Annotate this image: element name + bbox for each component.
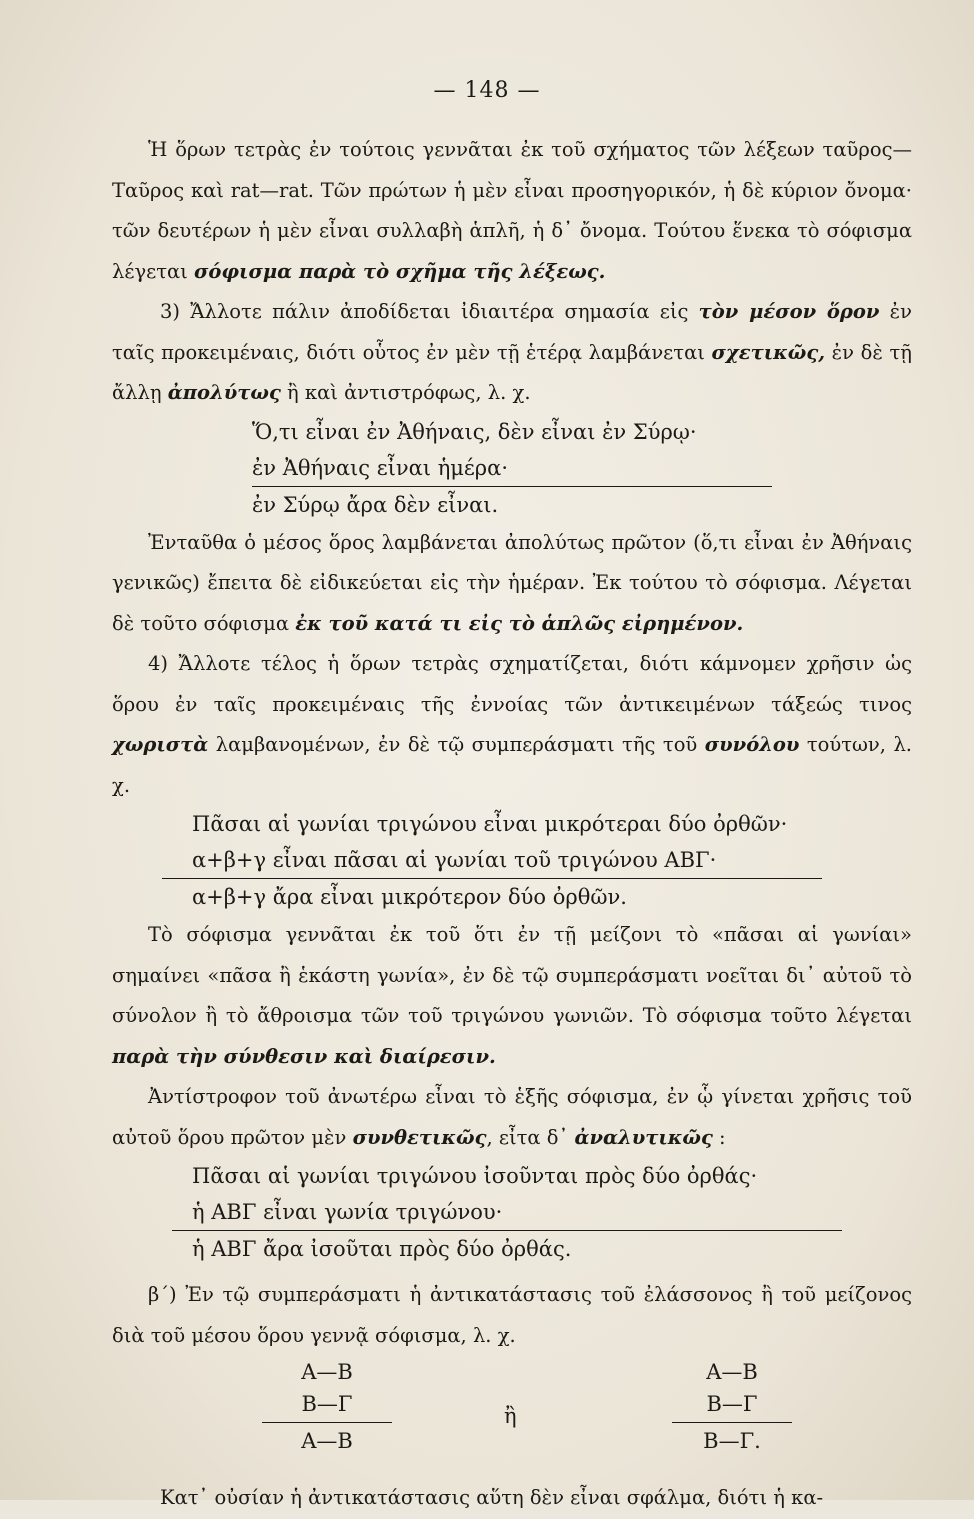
paragraph-middle-term	[112, 292, 912, 414]
paragraph-explanation	[112, 523, 912, 645]
term-bold: ἐκ τοῦ κατά τι εἰς τὸ ἁπλῶς εἰρημένον.	[295, 611, 744, 635]
text: 3) Ἄλλοτε πάλιν ἀποδίδεται ἰδιαιτέρα σημασία εἰς	[160, 300, 699, 323]
text: Ἡ ὅρων τετρὰς ἐν τούτοις γεννᾶται ἐκ τοῦ σχήματος τῶν λέξεων ταῦρος—Ταῦρος καὶ rat—rat. Τῶν πρώτων ἡ μὲν εἶναι προσηγορικόν, ἡ δὲ κύριον ὄνομα· τῶν δευτέρων ἡ μὲν εἶναι συλλαβὴ ἁπλῆ, ἡ δ᾽ ὄνομα. Τούτου ἕνεκα τὸ σόφισμα λέγεται	[112, 138, 912, 283]
minor-premise: ἡ ΑΒΓ εἶναι γωνία τριγώνου·	[192, 1200, 503, 1224]
conclusion: α+β+γ ἄρα εἶναι μικρότερον δύο ὀρθῶν.	[192, 885, 627, 909]
major-premise: Ὅ,τι εἶναι ἐν Ἀθήναις, δὲν εἶναι ἐν Σύρῳ·	[252, 419, 697, 444]
text: ἢ καὶ ἀντιστρόφως, λ. χ.	[280, 381, 531, 404]
conclusion: ἐν Σύρῳ ἄρα δὲν εἶναι.	[252, 492, 499, 517]
page-body	[112, 130, 912, 1519]
syllogism-triangle	[112, 1158, 912, 1267]
text: 4) Ἄλλοτε τέλος ἡ ὅρων τετρὰς σχηματίζεται, διότι κάμνομεν χρῆσιν ὡς ὅρου ἐν ταῖς προκειμέναις τῆς ἐννοίας τῶν ἀντικειμένων τάξεώς τινος	[112, 652, 912, 716]
term-bold: ἀναλυτικῶς	[574, 1125, 713, 1149]
syllogism-athens	[112, 414, 912, 523]
term-bold: συνθετικῶς	[352, 1125, 487, 1149]
syllogism-angles	[112, 806, 912, 915]
term-bold: παρὰ τὴν σύνθεσιν καὶ διαίρεσιν.	[112, 1044, 496, 1068]
text: :	[712, 1125, 726, 1149]
major-premise: Πᾶσαι αἱ γωνίαι τριγώνου ἰσοῦνται πρὸς δύο ὀρθάς·	[192, 1164, 758, 1188]
term-bold: σόφισμα παρὰ τὸ σχῆμα τῆς λέξεως.	[194, 259, 606, 283]
conclusion: ἡ ΑΒΓ ἄρα ἰσοῦται πρὸς δύο ὀρθάς.	[192, 1237, 572, 1261]
schema-line: Β—Γ	[706, 1392, 758, 1416]
schema-line: Α—Β	[301, 1360, 353, 1384]
text: Τὸ σόφισμα γεννᾶται ἐκ τοῦ ὅτι ἐν τῇ μείζονι τὸ «πᾶσαι αἱ γωνίαι» σημαίνει «πᾶσα ἢ ἑκάστη γωνία», ἐν δὲ τῷ συμπεράσματι νοεῖται δι᾽ αὐτοῦ τὸ σύνολον ἢ τὸ ἄθροισμα τῶν τοῦ τριγώνου γωνιῶν. Τὸ σόφισμα τοῦτο λέγεται	[112, 923, 912, 1027]
minor-premise: ἐν Ἀθήναις εἶναι ἡμέρα·	[252, 455, 508, 480]
term-bold: σχετικῶς,	[711, 340, 826, 364]
term-bold: ἀπολύτως	[167, 381, 281, 404]
term-bold: συνόλου	[704, 733, 800, 756]
schema-line: Α—Β	[706, 1360, 758, 1384]
minor-premise: α+β+γ εἶναι πᾶσαι αἱ γωνίαι τοῦ τριγώνου ΑΒΓ·	[192, 848, 717, 872]
substitution-schema	[112, 1356, 912, 1478]
term-bold: χωριστὰ	[112, 733, 209, 756]
schema-line: Β—Γ.	[703, 1429, 761, 1453]
schema-rule	[672, 1422, 792, 1423]
schema-or: ἢ	[504, 1404, 517, 1428]
schema-left	[262, 1356, 392, 1457]
schema-line: Α—Β	[301, 1429, 353, 1453]
paragraph-inverse	[112, 1077, 912, 1158]
schema-rule	[262, 1422, 392, 1423]
paragraph-four-terms	[112, 644, 912, 806]
text: Ἀντίστροφον τοῦ ἀνωτέρω εἶναι τὸ ἑξῆς σόφισμα, ἐν ᾧ γίνεται χρῆσις τοῦ αὐτοῦ ὅρου πρῶτον μὲν	[112, 1085, 912, 1149]
text: Ἐνταῦθα ὁ μέσος ὅρος λαμβάνεται ἀπολύτως πρῶτον (ὅ,τι εἶναι ἐν Ἀθήναις γενικῶς) ἔπειτα δὲ εἰδικεύεται εἰς τὴν ἡμέραν. Ἐκ τούτου τὸ σόφισμα. Λέγεται δὲ τοῦτο σόφισμα	[112, 530, 912, 635]
paragraph-final: Κατ᾽ οὐσίαν ἡ ἀντικατάστασις αὕτη δὲν εἶναι σφάλμα, διότι ἡ κα-	[160, 1486, 824, 1509]
paragraph-word-shape	[112, 130, 912, 292]
text: τούτων, λ. χ.	[112, 733, 912, 797]
paragraph-substitution: β΄) Ἐν τῷ συμπεράσματι ἡ ἀντικατάστασις τοῦ ἐλάσσονος ἢ τοῦ μείζονος διὰ τοῦ μέσου ὅρου γεννᾷ σόφισμα, λ. χ.	[112, 1283, 912, 1347]
text: ἐν δὲ τῇ ἄλλῃ	[112, 340, 912, 404]
paragraph-composition	[112, 915, 912, 1077]
schema-right	[672, 1356, 792, 1457]
major-premise: Πᾶσαι αἱ γωνίαι τριγώνου εἶναι μικρότεραι δύο ὀρθῶν·	[192, 812, 788, 836]
text: λαμβανομένων, ἐν δὲ τῷ συμπεράσματι τῆς τοῦ	[208, 733, 705, 756]
text: , εἶτα δ᾽	[486, 1125, 575, 1149]
text: ἐν ταῖς προκειμέναις, διότι οὗτος ἐν μὲν τῇ ἑτέρᾳ λαμβάνεται	[112, 300, 912, 364]
page-number: — 148 —	[433, 78, 541, 103]
term-bold: τὸν μέσον ὅρον	[698, 300, 880, 323]
schema-line: Β—Γ	[301, 1392, 353, 1416]
